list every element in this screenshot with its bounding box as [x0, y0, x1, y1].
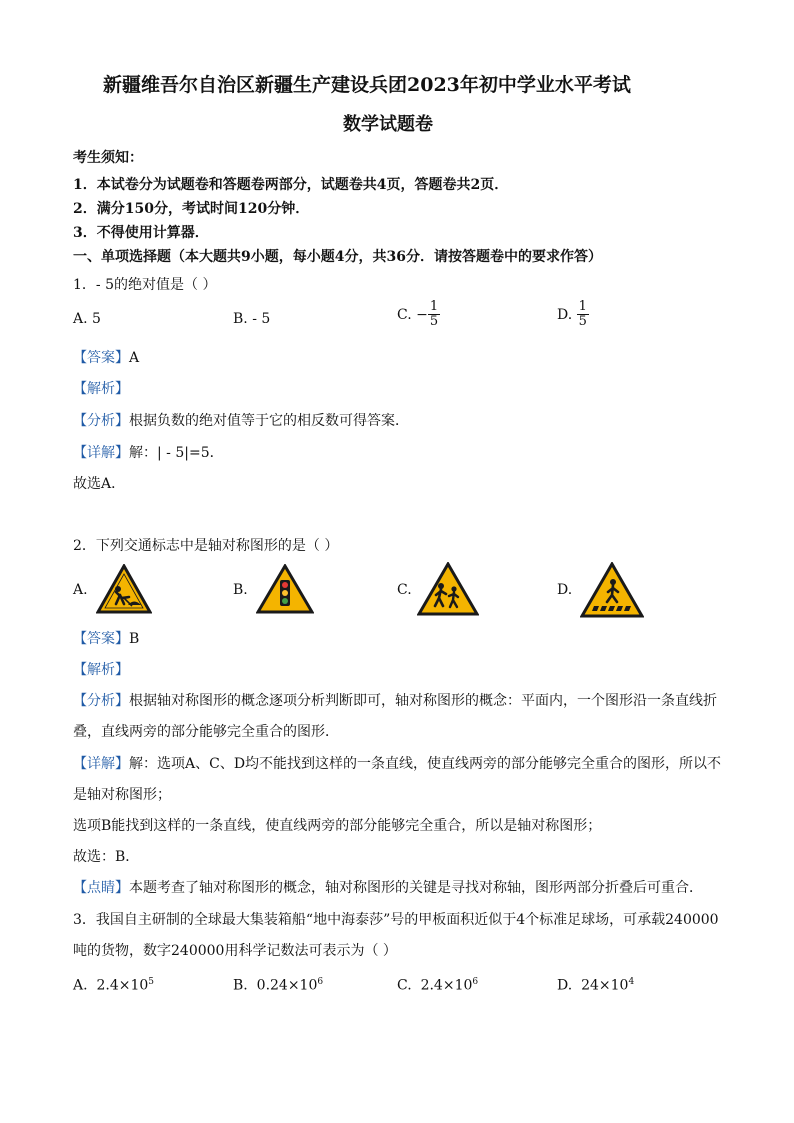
- q2-detail-line-3: 选项B能找到这样的一条直线，使直线两旁的部分能够完全重合，所以是轴对称图形；: [73, 818, 602, 834]
- q2-analysis-tag: 【解析】: [73, 662, 129, 678]
- traffic-light-sign-icon: [256, 564, 314, 618]
- q1-option-d-numerator: 1: [578, 299, 587, 314]
- answer-tag: 【答案】: [73, 350, 129, 366]
- q2-option-d-label: D.: [557, 582, 573, 598]
- fenxi-text: 根据轴对称图形的概念逐项分析判断即可，轴对称图形的概念：平面内，一个图形沿一条直线折: [129, 693, 717, 709]
- children-crossing-sign-icon: [417, 562, 479, 620]
- q1-stem: 1．- 5的绝对值是（ ）: [73, 277, 217, 293]
- q2-detail-line-2: 是轴对称图形；: [73, 787, 171, 803]
- q1-option-b: B. - 5: [233, 311, 271, 327]
- section-heading: 一、单项选择题（本大题共9小题，每小题4分，共36分．请按答题卷中的要求作答）: [73, 249, 602, 265]
- q2-detail-line-1: [73, 753, 721, 773]
- q1-fenxi: [73, 410, 409, 430]
- q1-choose: 故选A．: [73, 476, 126, 492]
- detail-tag: 【详解】: [73, 445, 129, 461]
- answer-tag: 【答案】: [73, 631, 129, 647]
- detail-text: 解：| - 5|=5．: [129, 445, 224, 461]
- q2-stem: 2．下列交通标志中是轴对称图形的是（ ）: [73, 538, 339, 554]
- option-prefix: A.: [73, 977, 88, 994]
- option-prefix: D.: [557, 977, 573, 994]
- q1-option-c-denominator: 5: [429, 314, 439, 330]
- comment-tag: 【点睛】: [73, 880, 129, 896]
- q3-option-c: [397, 977, 478, 994]
- answer-value: A: [129, 350, 140, 366]
- q1-option-c: [397, 300, 440, 330]
- notice-item-3: 3．不得使用计算器．: [73, 225, 209, 241]
- q1-option-c-fraction: [428, 300, 440, 330]
- q1-detail: [73, 442, 224, 462]
- q2-option-c-label: C.: [397, 582, 412, 598]
- comment-text: 本题考查了轴对称图形的概念，轴对称图形的关键是寻找对称轴，图形两部分折叠后可重合．: [129, 880, 703, 896]
- fenxi-tag: 【分析】: [73, 693, 129, 709]
- roadwork-sign-icon: [96, 564, 152, 618]
- detail-text: 解：选项A、C、D均不能找到这样的一条直线，使直线两旁的部分能够完全重合的图形，所以不: [129, 756, 722, 772]
- option-base: 24×10: [581, 977, 629, 994]
- pedestrian-crossing-sign-icon: [580, 562, 644, 622]
- q3-stem-line-2: 吨的货物，数字240000用科学记数法可表示为（ ）: [73, 943, 397, 959]
- notice-item-1: 1．本试卷分为试题卷和答题卷两部分，试题卷共4页，答题卷共2页．: [73, 177, 509, 193]
- q1-option-d: [557, 300, 589, 330]
- notice-item-2: 2．满分150分，考试时间120分钟．: [73, 201, 310, 217]
- option-exponent: 6: [472, 977, 479, 987]
- q1-option-d-fraction: [577, 300, 589, 330]
- q1-option-a: A. 5: [73, 311, 101, 327]
- option-exponent: 4: [628, 977, 635, 987]
- q1-option-c-numerator: 1: [429, 299, 439, 314]
- q1-option-d-prefix: D.: [557, 306, 573, 323]
- q3-option-a: [73, 977, 154, 994]
- option-base: 0.24×10: [256, 977, 318, 994]
- q2-option-a-label: A.: [73, 582, 88, 598]
- option-exponent: 5: [148, 977, 155, 987]
- answer-value: B: [129, 631, 140, 647]
- q3-option-b: [233, 977, 323, 994]
- option-exponent: 6: [317, 977, 324, 987]
- q1-option-c-sign: −: [416, 306, 428, 323]
- q2-comment: [73, 877, 703, 897]
- option-prefix: C.: [397, 977, 412, 994]
- page-subtitle: 数学试题卷: [343, 114, 433, 135]
- q2-answer: [73, 628, 139, 648]
- option-prefix: B.: [233, 977, 248, 994]
- q2-fenxi-line-1: [73, 690, 717, 710]
- q2-choose: 故选：B．: [73, 849, 140, 865]
- q1-option-d-denominator: 5: [578, 314, 587, 330]
- detail-tag: 【详解】: [73, 756, 129, 772]
- q2-fenxi-line-2: 叠，直线两旁的部分能够完全重合的图形．: [73, 724, 339, 740]
- q1-analysis-tag: 【解析】: [73, 381, 129, 397]
- q1-option-c-prefix: C.: [397, 306, 412, 323]
- option-base: 2.4×10: [420, 977, 473, 994]
- notice-heading: 考生须知：: [73, 150, 143, 166]
- q3-stem-line-1: 3．我国自主研制的全球最大集装箱船“地中海泰莎”号的甲板面积近似于4个标准足球场，可承载240000: [73, 912, 719, 928]
- fenxi-tag: 【分析】: [73, 413, 129, 429]
- q3-option-d: [557, 977, 634, 994]
- page-title: 新疆维吾尔自治区新疆生产建设兵团2023年初中学业水平考试: [103, 74, 631, 96]
- q2-option-b-label: B.: [233, 582, 248, 598]
- fenxi-text: 根据负数的绝对值等于它的相反数可得答案．: [129, 413, 409, 429]
- option-base: 2.4×10: [96, 977, 149, 994]
- q1-answer: [73, 347, 139, 367]
